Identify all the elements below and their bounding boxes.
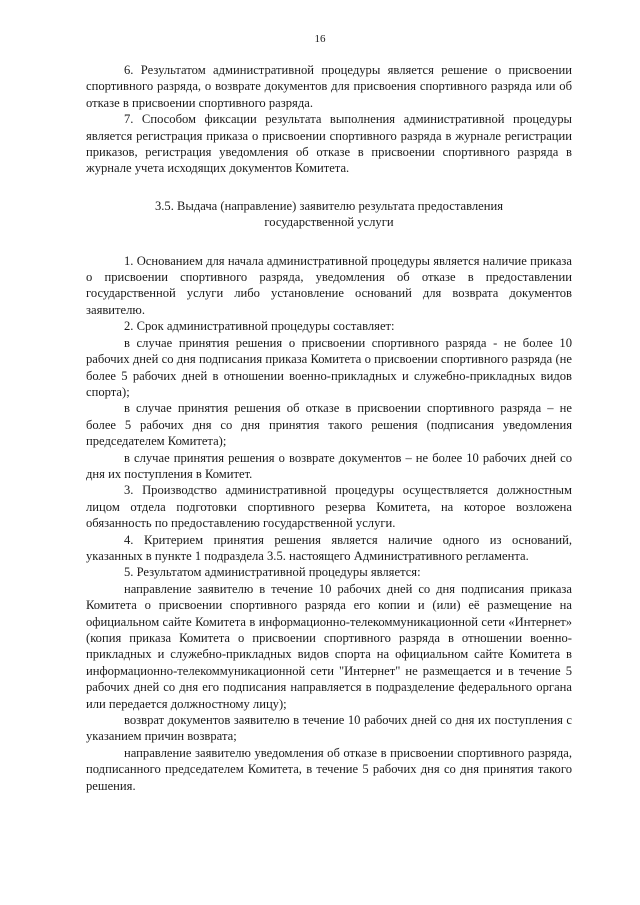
paragraph-result-return-docs: возврат документов заявителю в течение 10 рабочих дней со дня их поступления с указанием причин возврата; xyxy=(86,713,572,744)
section-title: 3.5. Выдача (направление) заявителю результата предоставления государственной услуги xyxy=(154,198,504,230)
document-body xyxy=(86,62,572,794)
paragraph-executor: 3. Производство административной процедуры осуществляется должностным лицом отдела подготовки спортивного резерва Комитета, на которое возложена обязанность по предоставлению государственной услуги. xyxy=(86,483,572,531)
paragraph-result-decision: 6. Результатом административной процедуры является решение о присвоении спортивного разряда, о возврате документов для присвоения спортивного разряда или об отказе в присвоении спортивного разряда. xyxy=(86,63,572,110)
paragraph-fixation-method: 7. Способом фиксации результата выполнения административной процедуры является регистрация приказа о присвоении спортивного разряда в журнале регистрации приказов, регистрация уведомления об отказе в присвоении спортивного разряда в журнале учета исходящих документов Комитета. xyxy=(86,112,572,176)
paragraph-result-send-copy: направление заявителю в течение 10 рабочих дней со дня подписания приказа Комитета о присвоении спортивного разряда его копии и (или) её размещение на официальном сайте Комитета в информационно-телекоммуникационной сети «Интернет» (копия приказа Комитета о присвоении спортивного разряда в отношении военно-прикладных и служебно-прикладных видов спорта на официальном сайте Комитета в информационно-телекоммуникационной сети "Интернет" не размещается и в течение 5 рабочих дней со дня его подписания направляется в подразделение федерального органа или передается должностному лицу); xyxy=(86,581,572,711)
paragraph-term: 2. Срок административной процедуры составляет: xyxy=(124,319,395,334)
paragraph-term-refusal: в случае принятия решения об отказе в присвоении спортивного разряда – не более 5 рабочих дня со дня принятия такого решения (подписания уведомления председателем Комитета); xyxy=(86,401,572,449)
paragraph-term-return: в случае принятия решения о возврате документов – не более 10 рабочих дней со дня их поступления в Комитет. xyxy=(86,450,572,481)
paragraph-criterion: 4. Критерием принятия решения является наличие одного из оснований, указанных в пункте 1 подраздела 3.5. настоящего Административного регламента. xyxy=(86,532,572,563)
paragraph-basis: 1. Основанием для начала административной процедуры является наличие приказа о присвоении спортивного разряда, уведомления об отказе в предоставлении государственной услуги либо установление оснований для возврата документов заявителю. xyxy=(86,253,572,317)
paragraph-term-assignment: в случае принятия решения о присвоении спортивного разряда - не более 10 рабочих дней со дня подписания приказа Комитета о присвоении спортивного разряда (не более 5 рабочих дней в отношении военно-прикладных и служебно-прикладных видов спорта); xyxy=(86,335,572,399)
paragraph-result-refusal-notice: направление заявителю уведомления об отказе в присвоении спортивного разряда, подписанного председателем Комитета, в течение 5 рабочих дня со дня принятия такого решения. xyxy=(86,745,572,793)
page-number: 16 xyxy=(314,33,326,45)
paragraph-result: 5. Результатом административной процедуры является: xyxy=(124,565,421,580)
